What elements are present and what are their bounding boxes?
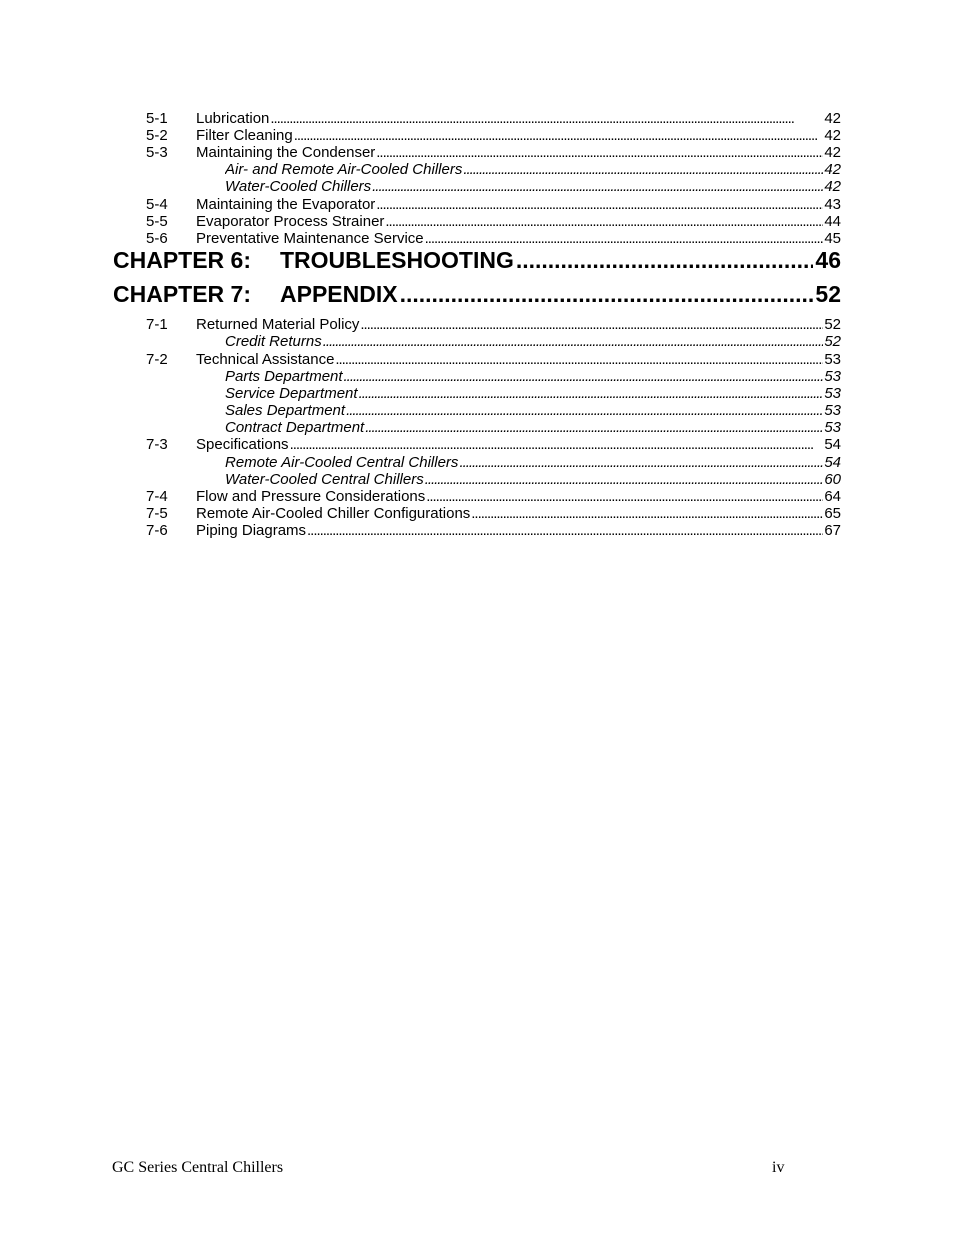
dot-leader [400,280,814,308]
toc-page-number: 53 [824,368,841,385]
dot-leader [385,213,823,230]
dot-leader [372,178,823,195]
dot-leader [426,488,823,505]
chapter-number: CHAPTER 7: [113,281,252,307]
toc-entry-flow-pressure[interactable] [196,488,841,505]
dot-leader [463,161,823,178]
toc-subentry-air-remote-air-cooled[interactable] [225,161,841,178]
chapter-page-number: 46 [815,247,841,273]
dot-leader [360,316,823,333]
toc-entry-specifications[interactable] [196,436,841,453]
toc-entry-technical-assistance[interactable] [196,351,841,368]
dot-leader [459,454,823,471]
toc-chapter-appendix[interactable] [113,280,841,308]
toc-entry-label: Credit Returns [225,333,322,350]
dot-leader [270,110,823,127]
toc-entry-label: Remote Air-Cooled Central Chillers [225,454,459,471]
toc-entry-label: Maintaining the Condenser [196,144,376,161]
dot-leader [335,351,823,368]
toc-entry-label: Water-Cooled Chillers [225,178,372,195]
toc-subentry-remote-air-cooled-central[interactable] [225,454,841,471]
toc-number: 7-5 [146,505,168,522]
toc-page-number: 67 [824,522,841,539]
toc-page-number: 42 [824,178,841,195]
toc-number: 5-3 [146,144,168,161]
toc-page-number: 54 [824,436,841,453]
dot-leader [294,127,824,144]
toc-subentry-water-cooled[interactable] [225,178,841,195]
dot-leader [346,402,823,419]
dot-leader [365,419,823,436]
toc-page-number: 42 [824,161,841,178]
toc-number: 5-5 [146,213,168,230]
dot-leader [516,246,814,274]
dot-leader [376,144,823,161]
toc-number: 5-2 [146,127,168,144]
toc-subentry-sales-department[interactable] [225,402,841,419]
toc-entry-lubrication[interactable] [196,110,841,127]
dot-leader [425,471,824,488]
toc-subentry-contract-department[interactable] [225,419,841,436]
toc-entry-label: Air- and Remote Air-Cooled Chillers [225,161,463,178]
toc-page-number: 52 [824,316,841,333]
toc-entry-filter-cleaning[interactable] [196,127,841,144]
toc-page-number: 53 [824,419,841,436]
toc-number: 5-1 [146,110,168,127]
toc-page-number: 42 [824,110,841,127]
toc-number: 7-3 [146,436,168,453]
toc-entry-label: Returned Material Policy [196,316,360,333]
dot-leader [359,385,824,402]
chapter-number: CHAPTER 6: [113,247,252,273]
dot-leader [323,333,824,350]
toc-page-number: 54 [824,454,841,471]
toc-page-number: 53 [824,402,841,419]
toc-entry-label: Parts Department [225,368,343,385]
dot-leader [290,436,824,453]
toc-page-number: 64 [824,488,841,505]
toc-chapter-troubleshooting[interactable] [113,246,841,274]
toc-entry-label: Flow and Pressure Considerations [196,488,426,505]
toc-entry-remote-chiller-configurations[interactable] [196,505,841,522]
toc-entry-label: Lubrication [196,110,270,127]
toc-number: 7-1 [146,316,168,333]
chapter-title: APPENDIX [280,281,398,307]
toc-entry-label: Specifications [196,436,289,453]
toc-page-number: 52 [824,333,841,350]
toc-page-number: 60 [824,471,841,488]
toc-page-number: 43 [824,196,841,213]
toc-page-number: 53 [824,351,841,368]
dot-leader [425,230,824,247]
toc-entry-evaporator-strainer[interactable] [196,213,841,230]
toc-entry-label: Preventative Maintenance Service [196,230,424,247]
chapter-title: TROUBLESHOOTING [280,247,514,273]
toc-subentry-credit-returns[interactable] [225,333,841,350]
toc-page-number: 44 [824,213,841,230]
toc-entry-label: Water-Cooled Central Chillers [225,471,424,488]
toc-entry-piping-diagrams[interactable] [196,522,841,539]
toc-entry-label: Sales Department [225,402,346,419]
toc-page-number: 42 [824,127,841,144]
toc-number: 7-2 [146,351,168,368]
toc-entry-label: Service Department [225,385,358,402]
toc-entry-preventative-maintenance[interactable] [196,230,841,247]
toc-page-number: 53 [824,385,841,402]
toc-subentry-water-cooled-central[interactable] [225,471,841,488]
toc-subentry-service-department[interactable] [225,385,841,402]
toc-entry-returned-material[interactable] [196,316,841,333]
dot-leader [307,522,823,539]
dot-leader [344,368,824,385]
toc-entry-label: Filter Cleaning [196,127,293,144]
toc-page-number: 42 [824,144,841,161]
toc-number: 7-4 [146,488,168,505]
toc-page-number: 45 [824,230,841,247]
toc-number: 7-6 [146,522,168,539]
toc-page-number: 65 [824,505,841,522]
toc-entry-label: Technical Assistance [196,351,335,368]
chapter-page-number: 52 [815,281,841,307]
toc-entry-label: Piping Diagrams [196,522,307,539]
dot-leader [471,505,823,522]
footer-page-number: iv [772,1159,785,1176]
toc-number: 5-6 [146,230,168,247]
toc-entry-label: Contract Department [225,419,365,436]
toc-number: 5-4 [146,196,168,213]
toc-subentry-parts-department[interactable] [225,368,841,385]
toc-entry-label: Remote Air-Cooled Chiller Configurations [196,505,471,522]
toc-entry-maintaining-evaporator[interactable] [196,196,841,213]
toc-entry-label: Evaporator Process Strainer [196,213,385,230]
toc-entry-label: Maintaining the Evaporator [196,196,376,213]
footer-title: GC Series Central Chillers [112,1159,284,1176]
toc-entry-maintaining-condenser[interactable] [196,144,841,161]
dot-leader [376,196,823,213]
